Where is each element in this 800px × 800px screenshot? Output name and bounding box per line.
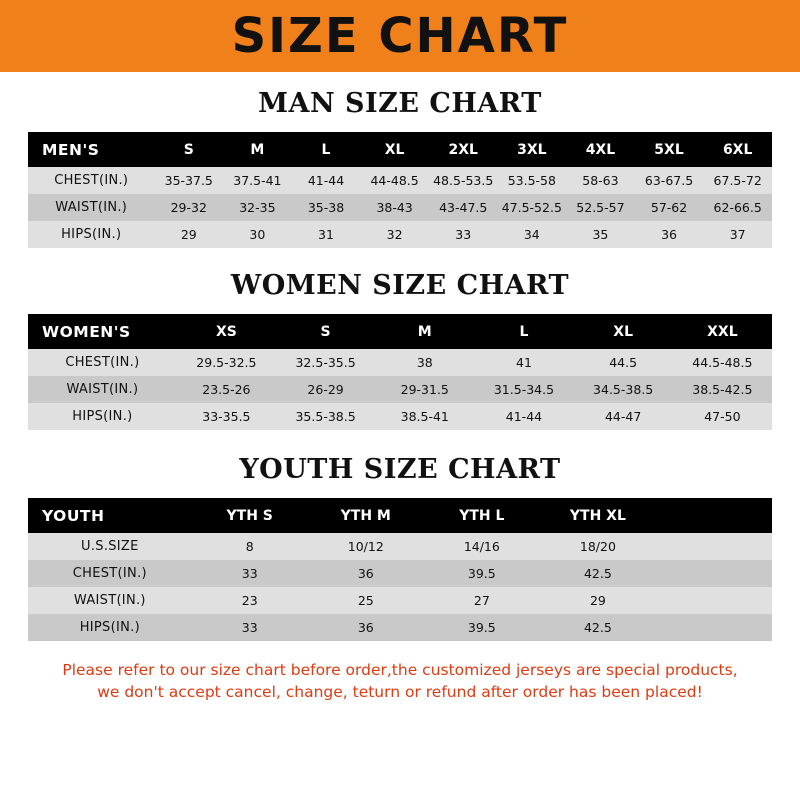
youth-cell-0-0: 8: [245, 539, 254, 554]
man-col-0: S: [154, 132, 223, 167]
table-row: [28, 194, 772, 221]
women-cell-0-5: 44.5-48.5: [692, 355, 753, 370]
youth-cell-1-0: 33: [241, 566, 258, 581]
table-header-row: [28, 132, 772, 167]
youth-cell-0-3: 18/20: [579, 539, 616, 554]
women-table-corner: WOMEN'S: [28, 314, 177, 349]
man-row-0-label: CHEST(IN.): [54, 173, 129, 188]
man-cell-1-4: 43-47.5: [439, 200, 488, 215]
youth-cell-1-3: 42.5: [583, 566, 612, 581]
youth-cell-3-spacer: [656, 614, 772, 641]
youth-row-1-label: CHEST(IN.): [72, 566, 147, 581]
table-row: [28, 349, 772, 376]
man-cell-2-1: 30: [249, 227, 266, 242]
table-header-row: [28, 498, 772, 533]
women-table-wrap: [28, 314, 772, 430]
man-cell-1-6: 52.5-57: [576, 200, 625, 215]
women-row-2-label: HIPS(IN.): [72, 409, 133, 424]
youth-cell-0-spacer: [656, 533, 772, 560]
youth-size-table: [28, 498, 772, 641]
youth-row-3-label: HIPS(IN.): [79, 620, 140, 635]
table-row: [28, 403, 772, 430]
youth-col-0: YTH S: [192, 498, 308, 533]
banner: [0, 0, 800, 72]
youth-section-title: YOUTH SIZE CHART: [239, 454, 561, 485]
man-cell-2-4: 33: [455, 227, 472, 242]
women-cell-1-3: 31.5-34.5: [493, 382, 555, 397]
man-cell-1-0: 29-32: [170, 200, 207, 215]
man-section-title: MAN SIZE CHART: [258, 88, 542, 119]
man-col-2: L: [292, 132, 361, 167]
man-row-1-label: WAIST(IN.): [55, 200, 128, 215]
man-cell-2-6: 35: [592, 227, 609, 242]
women-row-0-label: CHEST(IN.): [65, 355, 140, 370]
youth-cell-1-spacer: [656, 560, 772, 587]
women-cell-0-0: 29.5-32.5: [196, 355, 257, 370]
man-cell-1-8: 62-66.5: [713, 200, 762, 215]
policy-note-line-1: Please refer to our size chart before order,the customized jerseys are special products,: [62, 661, 738, 679]
youth-cell-3-2: 39.5: [467, 620, 496, 635]
man-cell-1-3: 38-43: [376, 200, 413, 215]
women-cell-2-3: 41-44: [505, 409, 543, 424]
women-table-body: [28, 349, 772, 430]
youth-table-header: [28, 498, 772, 533]
man-col-6: 4XL: [566, 132, 635, 167]
table-row: [28, 167, 772, 194]
man-cell-2-5: 34: [523, 227, 540, 242]
youth-cell-1-2: 39.5: [467, 566, 496, 581]
page-title: SIZE CHART: [231, 8, 569, 64]
man-col-4: 2XL: [429, 132, 498, 167]
policy-note: [22, 659, 778, 704]
man-col-1: M: [223, 132, 292, 167]
man-col-7: 5XL: [635, 132, 704, 167]
youth-row-0-label: U.S.SIZE: [81, 539, 139, 554]
man-cell-2-3: 32: [386, 227, 403, 242]
youth-col-1: YTH M: [308, 498, 424, 533]
youth-cell-3-0: 33: [241, 620, 258, 635]
women-cell-2-1: 35.5-38.5: [295, 409, 356, 424]
man-table-header: [28, 132, 772, 167]
women-col-4: XL: [574, 314, 673, 349]
man-cell-1-5: 47.5-52.5: [501, 200, 562, 215]
man-cell-1-1: 32-35: [239, 200, 276, 215]
women-col-0: XS: [177, 314, 276, 349]
man-cell-0-1: 37.5-41: [233, 173, 282, 188]
man-cell-2-2: 31: [318, 227, 334, 242]
women-col-5: XXL: [673, 314, 772, 349]
youth-table-body: [28, 533, 772, 641]
youth-cell-2-2: 27: [473, 593, 490, 608]
women-cell-0-4: 44.5: [609, 355, 638, 370]
man-cell-1-7: 57-62: [650, 200, 688, 215]
man-cell-0-5: 53.5-58: [507, 173, 556, 188]
women-cell-2-4: 44-47: [604, 409, 642, 424]
man-cell-1-2: 35-38: [307, 200, 345, 215]
man-row-2-label: HIPS(IN.): [61, 227, 122, 242]
youth-cell-0-1: 10/12: [347, 539, 384, 554]
women-section-title: WOMEN SIZE CHART: [230, 270, 570, 301]
youth-cell-1-1: 36: [357, 566, 374, 581]
youth-cell-3-3: 42.5: [583, 620, 612, 635]
women-table-header: [28, 314, 772, 349]
man-cell-0-2: 41-44: [307, 173, 345, 188]
table-row: [28, 533, 772, 560]
table-row: [28, 587, 772, 614]
table-row: [28, 376, 772, 403]
women-cell-1-5: 38.5-42.5: [692, 382, 753, 397]
man-col-5: 3XL: [498, 132, 567, 167]
women-col-3: L: [474, 314, 573, 349]
man-cell-2-0: 29: [180, 227, 197, 242]
man-cell-2-7: 36: [661, 227, 677, 242]
women-cell-1-1: 26-29: [307, 382, 344, 397]
youth-table-wrap: [28, 498, 772, 641]
youth-cell-2-spacer: [656, 587, 772, 614]
women-cell-1-4: 34.5-38.5: [593, 382, 654, 397]
man-cell-2-8: 37: [729, 227, 746, 242]
women-cell-0-1: 32.5-35.5: [295, 355, 356, 370]
women-row-1-label: WAIST(IN.): [66, 382, 139, 397]
man-table-wrap: [28, 132, 772, 248]
youth-cell-2-1: 25: [357, 593, 374, 608]
women-cell-1-0: 23.5-26: [202, 382, 251, 397]
man-cell-0-0: 35-37.5: [164, 173, 213, 188]
women-cell-0-2: 38: [416, 355, 433, 370]
table-header-row: [28, 314, 772, 349]
youth-cell-2-3: 29: [589, 593, 606, 608]
table-row: [28, 221, 772, 248]
women-cell-2-5: 47-50: [704, 409, 741, 424]
man-cell-0-8: 67.5-72: [713, 173, 762, 188]
women-cell-2-2: 38.5-41: [400, 409, 449, 424]
man-col-3: XL: [360, 132, 429, 167]
youth-cell-3-1: 36: [357, 620, 374, 635]
women-cell-1-2: 29-31.5: [400, 382, 449, 397]
youth-col-3: YTH XL: [540, 498, 656, 533]
man-size-table: [28, 132, 772, 248]
women-size-table: [28, 314, 772, 430]
women-col-1: S: [276, 314, 375, 349]
man-cell-0-3: 44-48.5: [370, 173, 419, 188]
youth-col-spacer: [656, 498, 772, 533]
women-col-2: M: [375, 314, 474, 349]
youth-cell-2-0: 23: [241, 593, 258, 608]
youth-cell-0-2: 14/16: [463, 539, 500, 554]
youth-table-corner: YOUTH: [28, 498, 192, 533]
policy-note-line-2: we don't accept cancel, change, teturn or refund after order has been placed!: [97, 683, 703, 702]
table-row: [28, 560, 772, 587]
youth-row-2-label: WAIST(IN.): [73, 593, 146, 608]
women-cell-2-0: 33-35.5: [202, 409, 251, 424]
man-cell-0-6: 58-63: [582, 173, 619, 188]
table-row: [28, 614, 772, 641]
man-cell-0-7: 63-67.5: [644, 173, 694, 188]
youth-col-2: YTH L: [424, 498, 540, 533]
man-table-body: [28, 167, 772, 248]
man-col-8: 6XL: [703, 132, 772, 167]
man-cell-0-4: 48.5-53.5: [433, 173, 494, 188]
man-table-corner: MEN'S: [28, 132, 154, 167]
women-cell-0-3: 41: [516, 355, 532, 370]
